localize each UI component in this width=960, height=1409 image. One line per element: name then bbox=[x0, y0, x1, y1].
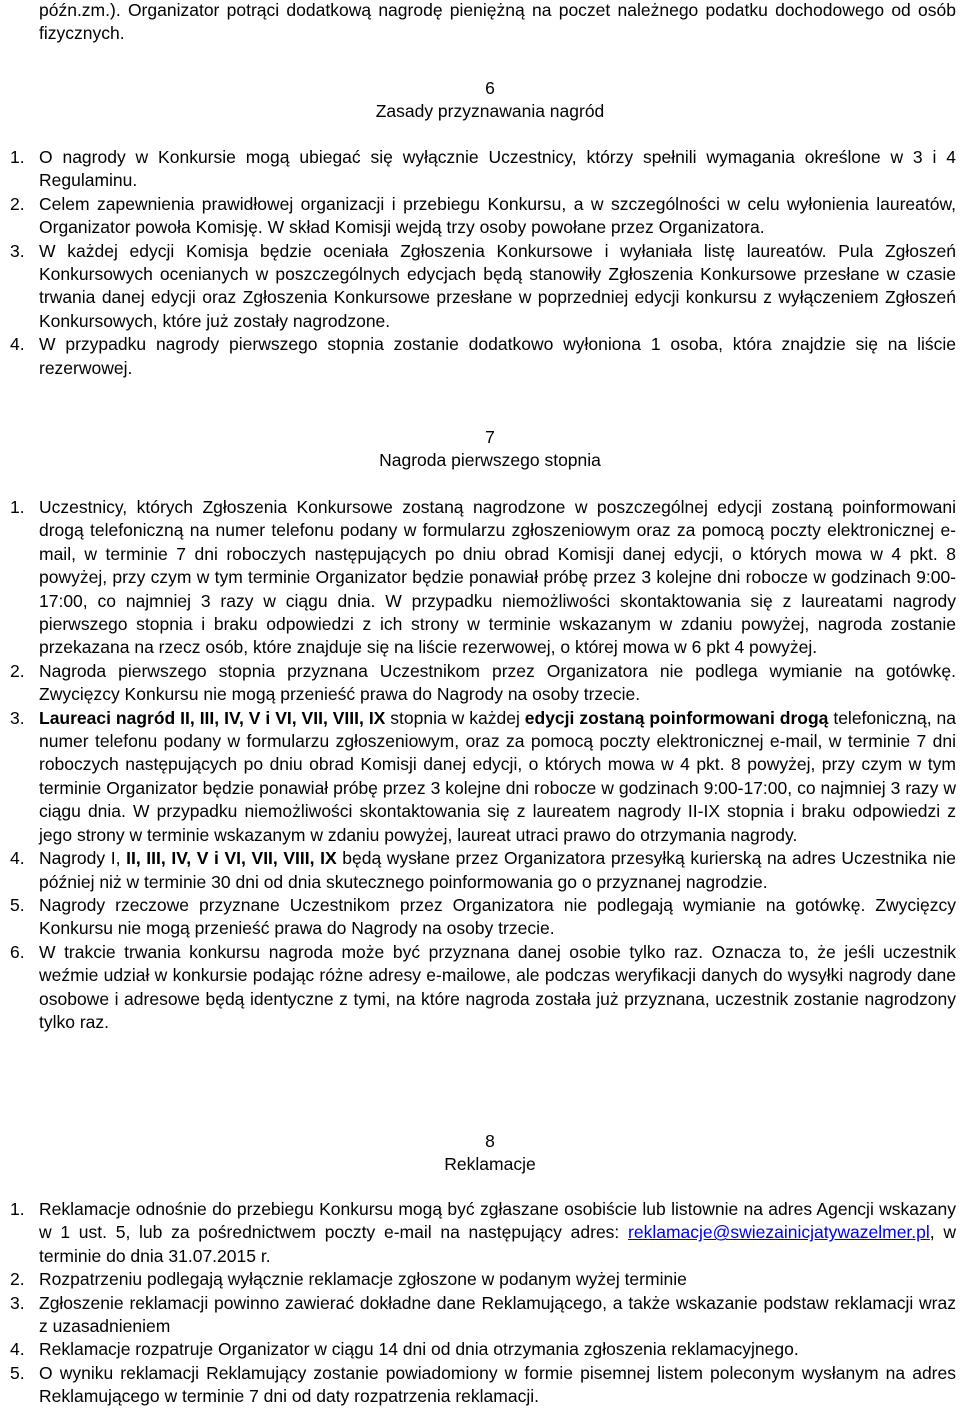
intro-paragraph: późn.zm.). Organizator potrąci dodatkową nagrodę pieniężną na poczet należnego podatku dochodowego od osób fizycznych. bbox=[39, 0, 956, 44]
item-text: W trakcie trwania konkursu nagroda może być przyznana danej osobie tylko raz. Oznacza to, że jeśli uczestnik weźmie udział w konkursie podając różne adresy e-mailowe, ale podczas weryfikacji danych do wysyłki nagrody dane osobowe i adresowe będą identyczne z tymi, na które nagroda została już przyznana, uczestnik zostanie nagrodzony tylko raz. bbox=[39, 941, 956, 1032]
item-number: 6. bbox=[10, 941, 25, 962]
item-number: 1. bbox=[10, 497, 25, 517]
item-number: 5. bbox=[10, 894, 25, 915]
list-item bbox=[10, 1362, 956, 1409]
bold-text: II, III, IV, V i VI, VII, VIII, IX bbox=[126, 848, 337, 869]
item-text: O wyniku reklamacji Reklamujący zostanie powiadomiony w formie pisemnej listem poleconym wysłanym na adres Reklamującego w terminie 7 dni od daty rozpatrzenia reklamacji. bbox=[39, 1362, 956, 1407]
section-8-heading bbox=[0, 1130, 960, 1177]
list-item bbox=[10, 1292, 956, 1339]
list-item bbox=[10, 193, 956, 240]
item-text: Nagrody rzeczowe przyznane Uczestnikom przez Organizatora nie podlegają wymianie na gotówkę. Zwycięzcy Konkursu nie mogą przenieść prawa do Nagrody na osoby trzecie. bbox=[39, 894, 956, 939]
list-item bbox=[10, 941, 956, 1035]
section-7-list bbox=[10, 496, 956, 1034]
item-number: 1. bbox=[10, 1199, 25, 1219]
item-text: Nagroda pierwszego stopnia przyznana Uczestnikom przez Organizatora nie podlega wymianie na gotówkę. Zwycięzcy Konkursu nie mogą przenieść prawa do Nagrody na osoby trzecie. bbox=[39, 660, 956, 705]
item-number: 4. bbox=[10, 334, 25, 355]
email-link[interactable]: reklamacje@swiezainicjatywazelmer.pl bbox=[628, 1222, 930, 1243]
item-number: 2. bbox=[10, 193, 25, 214]
list-item bbox=[10, 146, 956, 193]
item-text: Reklamacje rozpatruje Organizator w ciągu 14 dni od dnia otrzymania zgłoszenia reklamacyjnego. bbox=[39, 1339, 799, 1360]
item-text: O nagrody w Konkursie mogą ubiegać się wyłącznie Uczestnicy, którzy spełnili wymagania określone w 3 i 4 Regulaminu. bbox=[39, 147, 956, 191]
item-text: Zgłoszenie reklamacji powinno zawierać dokładne dane Reklamującego, a także wskazanie podstaw reklamacji wraz z uzasadnieniem bbox=[39, 1292, 956, 1337]
item-number: 3. bbox=[10, 1292, 25, 1313]
list-item bbox=[10, 1198, 956, 1268]
item-number: 2. bbox=[10, 1269, 25, 1290]
item-number: 3. bbox=[10, 707, 25, 728]
section-title: Reklamacje bbox=[444, 1154, 536, 1175]
bold-text: edycji zostaną poinformowani drogą bbox=[524, 707, 829, 728]
list-item bbox=[10, 894, 956, 941]
item-text: Rozpatrzeniu podlegają wyłącznie reklamacje zgłoszone w podanym wyżej terminie bbox=[39, 1269, 687, 1290]
item-text: , w terminie do dnia 31.07.2015 r. bbox=[39, 1222, 956, 1266]
section-7-heading bbox=[0, 426, 960, 473]
item-text: W każdej edycji Komisja będzie oceniała Zgłoszenia Konkursowe i wyłaniała listę laureatów. Pula Zgłoszeń Konkursowych ocenianych w poszczególnych edycjach będą stanowiły Zgłoszenia Konkursowe przesłane w czasie trwania danej edycji oraz Zgłoszenia Konkursowe przesłane w poprzedniej edycji konkursu z wyłączeniem Zgłoszeń Konkursowych, które już zostały nagrodzone. bbox=[39, 240, 956, 331]
item-number: 5. bbox=[10, 1362, 25, 1383]
item-number: 3. bbox=[10, 240, 25, 261]
item-number: 4. bbox=[10, 848, 25, 869]
list-item bbox=[10, 1338, 956, 1361]
list-item bbox=[10, 240, 956, 334]
list-item bbox=[10, 847, 956, 894]
list-item bbox=[10, 1268, 956, 1291]
item-text: Reklamacje odnośnie do przebiegu Konkursu mogą być zgłaszane osobiście lub listownie na adres Agencji wskazany w 1 ust. 5, lub za pośrednictwem poczty e-mail na następujący adres: bbox=[39, 1199, 956, 1243]
section-6-list bbox=[10, 146, 956, 380]
item-text: będą wysłane przez Organizatora przesyłką kurierską na adres Uczestnika nie później niż w terminie 30 dni od dnia skutecznego poinformowania go o przyznanej nagrodzie. bbox=[39, 848, 956, 892]
item-number: 4. bbox=[10, 1339, 25, 1360]
item-text: telefoniczną, na numer telefonu podany w formularzu zgłoszeniowym, oraz za pomocą poczty elektronicznej e-mail, w terminie 7 dni roboczych następujących po dniu obrad Komisji danej edycji, o których mowa w 4 pkt. 8 powyżej, przy czym w tym terminie Organizator będzie ponawiał próbę przez 3 kolejne dni robocze w godzinach 9:00-17:00, co najmniej 3 razy w ciągu dnia. W przypadku niemożliwości skontaktowania się z laureatem nagrody II-IX stopnia i braku odpowiedzi z jego strony w terminie wskazanym w zdaniu powyżej, laureat utraci prawo do otrzymania nagrody. bbox=[39, 707, 956, 845]
list-item bbox=[10, 496, 956, 660]
list-item bbox=[10, 333, 956, 380]
bold-text: Laureaci nagród II, III, IV, V i VI, VII, VIII, IX bbox=[39, 707, 386, 728]
item-number: 1. bbox=[10, 147, 25, 167]
section-number: 7 bbox=[485, 427, 495, 447]
item-text: Nagrody I, bbox=[39, 848, 127, 869]
section-number: 6 bbox=[485, 78, 495, 98]
item-text: W przypadku nagrody pierwszego stopnia zostanie dodatkowo wyłoniona 1 osoba, która znajdzie się na liście rezerwowej. bbox=[39, 334, 956, 378]
list-item bbox=[10, 660, 956, 707]
section-8-list bbox=[10, 1198, 956, 1409]
item-text: Celem zapewnienia prawidłowej organizacji i przebiegu Konkursu, a w szczególności w celu wyłonienia laureatów, Organizator powoła Komisję. W skład Komisji wejdą trzy osoby powołane przez Organizatora. bbox=[39, 193, 956, 238]
list-item bbox=[10, 707, 956, 847]
section-6-heading bbox=[0, 77, 960, 124]
item-text: stopnia w każdej bbox=[385, 707, 525, 728]
item-text: Uczestnicy, których Zgłoszenia Konkursowe zostaną nagrodzone w poszczególnej edycji zostaną poinformowani drogą telefoniczną na numer telefonu podany w formularzu zgłoszeniowym oraz za pomocą poczty elektronicznej e-mail, w terminie 7 dni roboczych następujących po dniu obrad Komisji danej edycji, o których mowa w 4 pkt. 8 powyżej, przy czym w tym terminie Organizator będzie ponawiał próbę przez 3 kolejne dni robocze w godzinach 9:00-17:00, co najmniej 3 razy w ciągu dnia. W przypadku niemożliwości skontaktowania się z laureatami nagrody pierwszego stopnia i braku odpowiedzi z ich strony w terminie wskazanym w zdaniu powyżej, nagroda zostanie przekazana na rzecz osób, które znajduje się na liście rezerwowej, o której mowa w 6 pkt 4 powyżej. bbox=[39, 497, 956, 658]
item-number: 2. bbox=[10, 660, 25, 681]
section-number: 8 bbox=[485, 1131, 495, 1151]
section-title: Nagroda pierwszego stopnia bbox=[379, 450, 601, 471]
section-title: Zasady przyznawania nagród bbox=[375, 101, 605, 122]
